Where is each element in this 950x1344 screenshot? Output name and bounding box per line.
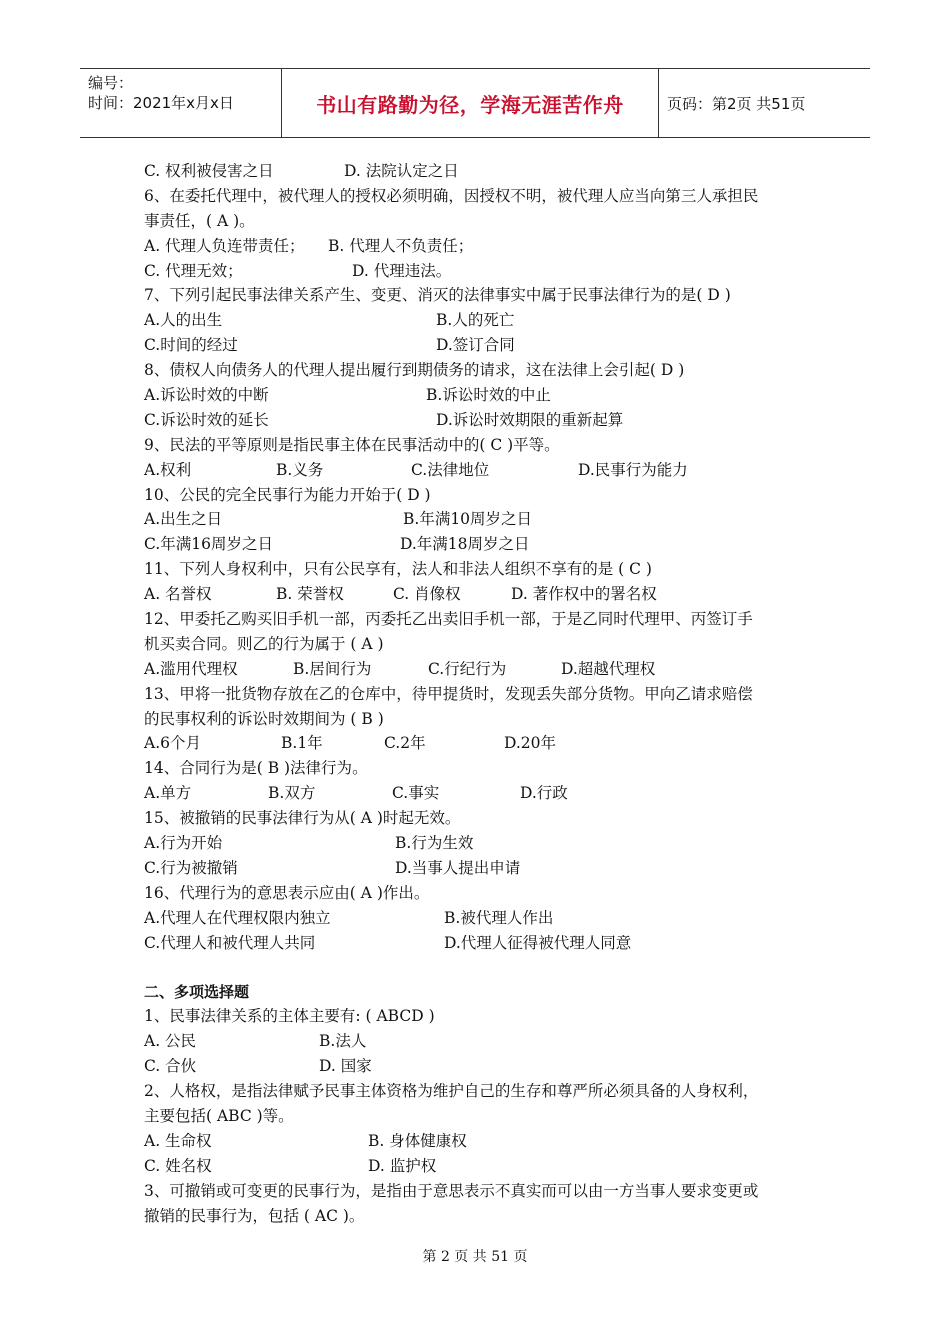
text-line: 13、甲将一批货物存放在乙的仓库中，待甲提货时，发现丢失部分货物。甲向乙请求赔偿 [144, 684, 753, 703]
option-b: D.诉讼时效期限的重新起算 [436, 410, 624, 429]
options-row [144, 856, 814, 881]
option-a: A.权利 [144, 460, 192, 479]
text-line: 9、民法的平等原则是指民事主体在民事活动中的( C )平等。 [144, 435, 560, 454]
options-row [144, 532, 814, 557]
page-info: 页码：第2页 共51页 [667, 94, 806, 113]
option-c: C.法律地位 [411, 460, 490, 479]
option-b: D.代理人征得被代理人同意 [444, 933, 632, 952]
option-a: C. 合伙 [144, 1057, 197, 1076]
option-a: A.行为开始 [144, 834, 223, 853]
options-row [144, 657, 814, 682]
option-b: B.义务 [276, 460, 324, 479]
text-line: 10、公民的完全民事行为能力开始于( D ) [144, 485, 431, 504]
options-row [144, 333, 814, 358]
text-line: 8、债权人向债务人的代理人提出履行到期债务的请求，这在法律上会引起( D ) [144, 361, 685, 380]
options-row [144, 931, 814, 956]
text-line: 1、民事法律关系的主体主要有: ( ABCD ) [144, 1007, 435, 1026]
options-row [144, 1029, 814, 1054]
option-a: A.6个月 [144, 734, 201, 753]
option-a: A. 公民 [144, 1032, 197, 1051]
text-line: 6、在委托代理中，被代理人的授权必须明确，因授权不明，被代理人应当向第三人承担民 [144, 186, 759, 205]
options-row [144, 159, 814, 184]
text-line: 主要包括( ABC )等。 [144, 1106, 294, 1125]
text-line: 16、代理行为的意思表示应由( A )作出。 [144, 883, 430, 902]
option-b: D. 监护权 [368, 1156, 437, 1175]
option-a: A. 名誉权 [144, 585, 212, 604]
option-a: A. 代理人负连带责任； [144, 236, 305, 255]
option-a: A.滥用代理权 [144, 659, 238, 678]
option-a: C. 代理无效； [144, 261, 243, 280]
text-line: 3、可撤销或可变更的民事行为，是指由于意思表示不真实而可以由一方当事人要求变更或 [144, 1181, 759, 1200]
options-row [144, 781, 814, 806]
option-b: B. 荣誉权 [276, 585, 344, 604]
header-motto-cell [282, 69, 659, 137]
option-a: A. 生命权 [144, 1131, 212, 1150]
option-a: C.年满16周岁之日 [144, 535, 273, 554]
text-line: 2、人格权，是指法律赋予民事主体资格为维护自己的生存和尊严所必须具备的人身权利， [144, 1082, 759, 1101]
option-b: B.法人 [319, 1032, 367, 1051]
option-d: D.20年 [504, 734, 557, 753]
option-c: C.行纪行为 [428, 659, 507, 678]
options-row [144, 458, 814, 483]
option-a: C.代理人和被代理人共同 [144, 933, 316, 952]
option-a: C.行为被撤销 [144, 858, 238, 877]
options-row [144, 1054, 814, 1079]
text-line: 12、甲委托乙购买旧手机一部，丙委托乙出卖旧手机一部，于是乙同时代理甲、丙签订手 [144, 610, 753, 629]
option-a: C.诉讼时效的延长 [144, 410, 269, 429]
options-row [144, 507, 814, 532]
options-row [144, 906, 814, 931]
page-header [80, 68, 870, 138]
option-d: D.超越代理权 [561, 659, 656, 678]
option-b: D. 法院认定之日 [344, 162, 459, 180]
option-a: A.代理人在代理权限内独立 [144, 908, 331, 927]
option-b: B.被代理人作出 [444, 908, 554, 927]
text-line: 15、被撤销的民事法律行为从( A )时起无效。 [144, 809, 461, 828]
options-row [144, 1154, 814, 1179]
options-row [144, 234, 814, 259]
text-line: 7、下列引起民事法律关系产生、变更、消灭的法律事实中属于民事法律行为的是( D ) [144, 286, 731, 305]
option-a: A.单方 [144, 784, 192, 803]
section-title: 二、多项选择题 [144, 982, 250, 1001]
option-c: C.2年 [384, 734, 426, 753]
text-line: 事责任，( A )。 [144, 211, 255, 230]
option-b: B.1年 [281, 734, 323, 753]
options-row [144, 383, 814, 408]
section-spacer [144, 956, 814, 980]
option-d: D.民事行为能力 [578, 460, 688, 479]
option-a: A.出生之日 [144, 510, 223, 529]
option-a: C.时间的经过 [144, 336, 238, 355]
number-label: 编号： [88, 74, 134, 92]
date-line: 时间：2021年x月x日 [88, 94, 234, 112]
option-d: D. 著作权中的署名权 [511, 585, 657, 604]
option-a: A.诉讼时效的中断 [144, 386, 269, 405]
options-row [144, 308, 814, 333]
option-b: B. 代理人不负责任； [328, 236, 474, 255]
option-b: D. 国家 [319, 1057, 372, 1076]
option-b: D.签订合同 [436, 336, 515, 355]
option-b: B.人的死亡 [436, 311, 515, 330]
option-a: C. 姓名权 [144, 1156, 212, 1175]
option-b: D.年满18周岁之日 [400, 535, 530, 554]
option-b: B.行为生效 [395, 834, 474, 853]
header-meta [80, 69, 282, 137]
text-line: 的民事权利的诉讼时效期间为 ( B ) [144, 709, 384, 728]
document-body [144, 159, 814, 1228]
motto: 书山有路勤为径，学海无涯苦作舟 [316, 92, 624, 117]
header-page-cell [659, 69, 870, 137]
options-row [144, 831, 814, 856]
option-b: D. 代理违法。 [352, 261, 452, 280]
page-footer: 第 2 页 共 51 页 [422, 1249, 528, 1265]
text-line: 14、合同行为是( B )法律行为。 [144, 759, 368, 778]
text-line: 撤销的民事行为，包括 ( AC )。 [144, 1206, 365, 1225]
option-b: D.当事人提出申请 [395, 858, 521, 877]
option-a: A.人的出生 [144, 311, 223, 330]
option-d: D.行政 [520, 784, 568, 803]
option-b: B.双方 [268, 784, 316, 803]
option-a: C. 权利被侵害之日 [144, 162, 274, 180]
option-b: B. 身体健康权 [368, 1131, 467, 1150]
option-b: B.诉讼时效的中止 [426, 386, 551, 405]
option-b: B.年满10周岁之日 [403, 510, 533, 529]
options-row [144, 1129, 814, 1154]
option-c: C. 肖像权 [393, 585, 461, 604]
text-line: 11、下列人身权利中，只有公民享有，法人和非法人组织不享有的是 ( C ) [144, 560, 652, 579]
options-row [144, 408, 814, 433]
options-row [144, 731, 814, 756]
option-c: C.事实 [392, 784, 440, 803]
options-row [144, 259, 814, 284]
options-row [144, 582, 814, 607]
option-b: B.居间行为 [293, 659, 372, 678]
text-line: 机买卖合同。则乙的行为属于 ( A ) [144, 634, 384, 653]
